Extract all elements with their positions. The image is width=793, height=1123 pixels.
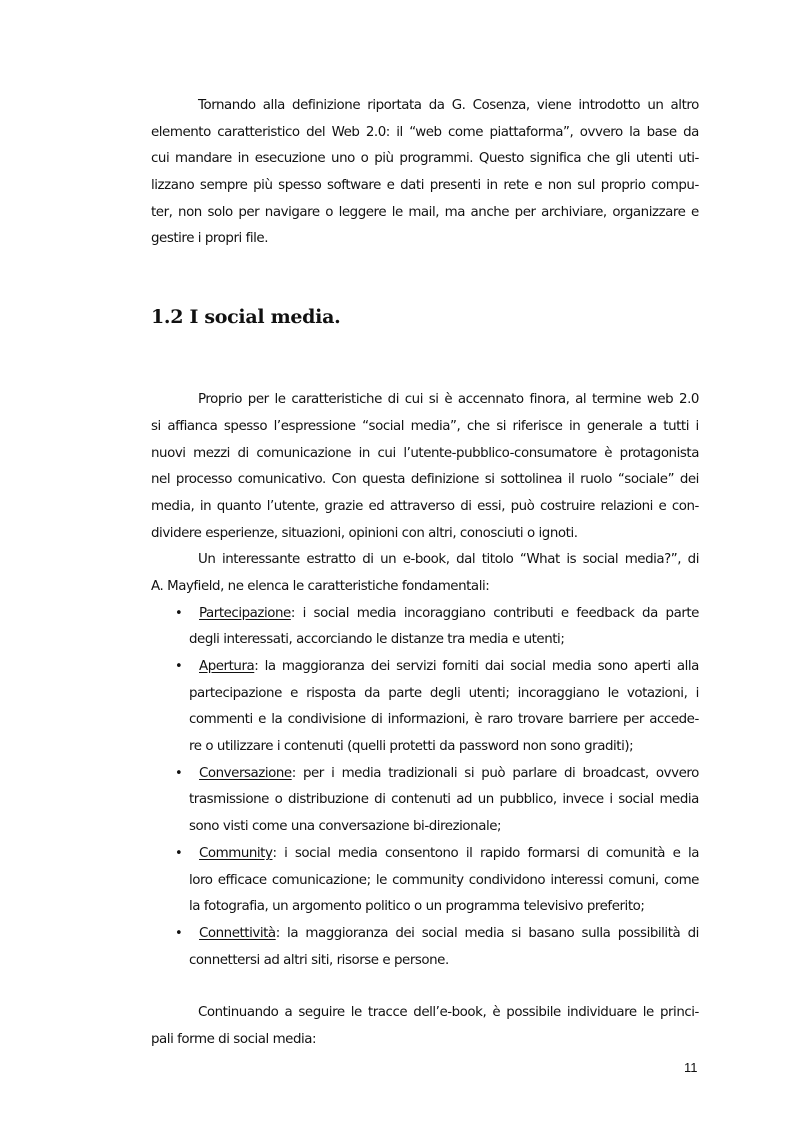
bullet-icon: • xyxy=(175,925,183,941)
page-number: 11 xyxy=(684,1060,698,1075)
text-line: la fotografia, un argomento politico o un programma televisivo preferito; xyxy=(189,899,645,915)
text-line: partecipazione e risposta da parte degli utenti; incoraggiano le votazioni, i xyxy=(189,685,699,701)
text-line: loro efficace comunicazione; le community condividono interessi comuni, come xyxy=(189,872,699,888)
list-item: • Apertura: la maggioranza dei servizi forniti dai social media sono aperti alla partecipazione e risposta da parte degli utenti; incoraggiano le votazioni, i commenti e la condivisione di informazioni, è raro trovare barriere per accede- re o utilizzare i contenuti (quelli protetti da password non sono graditi); xyxy=(151,654,699,761)
text-line: re o utilizzare i contenuti (quelli protetti da password non sono graditi); xyxy=(189,739,634,755)
text-line: degli interessati, accorciando le distanze tra media e utenti; xyxy=(189,632,565,648)
paragraph-continuation xyxy=(151,1000,699,1053)
text-line: A. Mayfield, ne elenca le caratteristiche fondamentali: xyxy=(151,578,490,594)
bullet-icon: • xyxy=(175,659,183,674)
text-line: Continuando a seguire le tracce dell’e-book, è possibile individuare le princi- xyxy=(198,1005,699,1021)
text-line: connettersi ad altri siti, risorse e persone. xyxy=(189,952,449,968)
list-item: • Connettività: la maggioranza dei social media si basano sulla possibilità di connettersi ad altri siti, risorse e persone. xyxy=(151,921,699,974)
paragraph-ebook-intro xyxy=(151,547,699,600)
text-line: trasmissione o distribuzione di contenuti ad un pubblico, invece i social media xyxy=(189,792,699,808)
text-line: dividere esperienze, situazioni, opinioni con altri, conosciuti o ignoti. xyxy=(151,525,578,541)
text-line: ter, non solo per navigare o leggere le mail, ma anche per archiviare, organizzare e xyxy=(151,204,699,220)
text-line: elemento caratteristico del Web 2.0: il “web come piattaforma”, ovvero la base da xyxy=(151,124,699,140)
text-line: gestire i propri file. xyxy=(151,231,269,247)
text-line: sono visti come una conversazione bi-direzionale; xyxy=(189,819,502,835)
text-line: lizzano sempre più spesso software e dati presenti in rete e non sul proprio compu- xyxy=(151,178,699,194)
list-item: • Community: i social media consentono il rapido formarsi di comunità e la loro efficace comunicazione; le community condividono interessi comuni, come la fotografia, un argomento politico o un programma televisivo preferito; xyxy=(151,841,699,921)
paragraph-web-as-platform xyxy=(151,93,699,253)
list-item-term: Conversazione xyxy=(199,765,292,781)
characteristics-list xyxy=(151,601,699,975)
text-line: nuovi mezzi di comunicazione in cui l’utente-pubblico-consumatore è protagonista xyxy=(151,445,699,461)
bullet-icon: • xyxy=(175,605,183,621)
text-line: commenti e la condivisione di informazioni, è raro trovare barriere per accede- xyxy=(189,712,699,728)
text-line: nel processo comunicativo. Con questa definizione si sottolinea il ruolo “sociale” dei xyxy=(151,472,699,488)
paragraph-social-media-definition xyxy=(151,387,699,547)
list-item: • Conversazione: per i media tradizionali si può parlare di broadcast, ovvero trasmissione o distribuzione di contenuti ad un pubblico, invece i social media sono visti come una conversazione bi-direzionale; xyxy=(151,761,699,841)
text-line: pali forme di social media: xyxy=(151,1031,317,1047)
text-line: media, in quanto l’utente, grazie ed attraverso di essi, può costruire relazioni e con- xyxy=(151,498,699,514)
list-item: • Partecipazione: i social media incoraggiano contributi e feedback da parte degli interessati, accorciando le distanze tra media e utenti; xyxy=(151,601,699,654)
bullet-icon: • xyxy=(175,845,183,861)
text-line: si affianca spesso l’espressione “social media”, che si riferisce in generale a tutti i xyxy=(151,418,699,434)
bullet-icon: • xyxy=(175,765,183,781)
section-heading: 1.2 I social media. xyxy=(151,306,341,328)
list-item-term: Community xyxy=(199,845,273,861)
text-line: Un interessante estratto di un e-book, dal titolo “What is social media?”, di xyxy=(198,552,699,568)
text-line: Proprio per le caratteristiche di cui si è accennato finora, al termine web 2.0 xyxy=(198,392,699,408)
document-body xyxy=(151,93,699,1054)
list-item-term: Partecipazione xyxy=(199,605,291,621)
text-line: cui mandare in esecuzione uno o più programmi. Questo significa che gli utenti uti- xyxy=(151,151,699,167)
text-line: Tornando alla definizione riportata da G. Cosenza, viene introdotto un altro xyxy=(198,98,699,113)
list-item-term: Apertura xyxy=(199,659,255,674)
list-item-term: Connettività xyxy=(199,925,276,941)
